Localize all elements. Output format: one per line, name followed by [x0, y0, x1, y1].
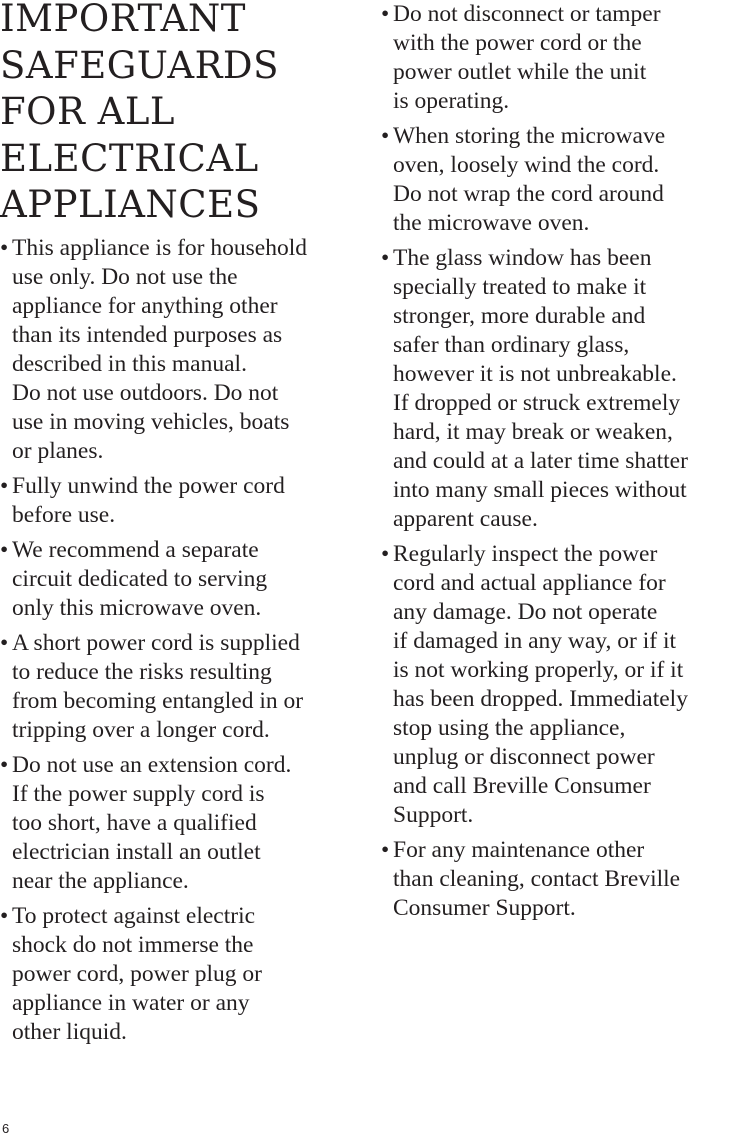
- safeguard-item: [0, 472, 358, 530]
- safeguard-text-line: If the power supply cord is: [12, 781, 265, 807]
- safeguard-text-line: specially treated to make it: [393, 274, 647, 300]
- right-column: [381, 0, 732, 929]
- safeguard-text-line: power cord, power plug or: [12, 961, 262, 987]
- safeguard-text-line: or planes.: [12, 438, 104, 464]
- safeguard-item: [381, 244, 732, 534]
- safeguard-text-line: safer than ordinary glass,: [393, 332, 630, 358]
- safeguard-text-line: Do not use outdoors. Do not: [12, 380, 279, 406]
- page-title-line: SAFEGUARDS: [0, 43, 279, 87]
- safeguard-text-line: than its intended purposes as: [12, 322, 283, 348]
- safeguard-text-line: has been dropped. Immediately: [393, 686, 688, 712]
- safeguard-text-line: to reduce the risks resulting: [12, 659, 272, 685]
- page-title: [0, 0, 360, 229]
- safeguard-text-line: shock do not immerse the: [12, 932, 254, 958]
- safeguard-text-line: Do not disconnect or tamper: [393, 1, 661, 27]
- safeguard-item: [381, 122, 732, 238]
- safeguard-text-line: stop using the appliance,: [393, 715, 626, 741]
- safeguard-item: [381, 836, 732, 923]
- safeguard-text-line: oven, loosely wind the cord.: [393, 152, 660, 178]
- safeguard-text-line: We recommend a separate: [12, 537, 259, 563]
- page-title-line: APPLIANCES: [0, 183, 261, 226]
- safeguard-text-line: electrician install an outlet: [12, 839, 261, 865]
- bullet-icon: •: [0, 537, 9, 563]
- safeguard-text-line: Do not wrap the cord around: [393, 181, 664, 207]
- safeguard-text-line: A short power cord is supplied: [12, 630, 300, 656]
- bullet-icon: •: [381, 1, 390, 27]
- bullet-icon: •: [381, 541, 390, 567]
- page-title-line: FOR ALL: [0, 90, 175, 133]
- safeguard-text-line: too short, have a qualified: [12, 810, 257, 836]
- safeguard-text-line: before use.: [12, 502, 116, 528]
- safeguard-text-line: The glass window has been: [393, 245, 652, 271]
- safeguard-text-line: unplug or disconnect power: [393, 744, 655, 770]
- safeguard-text-line: however it is not unbreakable.: [393, 361, 677, 387]
- safeguard-text-line: and call Breville Consumer: [393, 773, 651, 799]
- bullet-icon: •: [0, 235, 9, 261]
- safeguard-text-line: use in moving vehicles, boats: [12, 409, 290, 435]
- safeguard-text-line: tripping over a longer cord.: [12, 717, 270, 743]
- safeguard-text-line: if damaged in any way, or if it: [393, 628, 676, 654]
- bullet-icon: •: [0, 752, 9, 778]
- safeguard-item: [0, 629, 358, 745]
- bullet-icon: •: [381, 245, 390, 271]
- safeguard-item: [0, 234, 358, 466]
- page-title-line: ELECTRICAL: [0, 136, 259, 180]
- safeguard-text-line: Regularly inspect the power: [393, 541, 658, 567]
- safeguard-text-line: use only. Do not use the: [12, 264, 238, 290]
- safeguard-item: [0, 751, 358, 896]
- safeguard-text-line: into many small pieces without: [393, 477, 687, 503]
- safeguard-text-line: only this microwave oven.: [12, 595, 262, 621]
- safeguard-text-line: Support.: [393, 802, 474, 828]
- safeguard-text-line: described in this manual.: [12, 351, 247, 377]
- safeguard-text-line: and could at a later time shatter: [393, 448, 688, 474]
- page-number: 6: [2, 1121, 10, 1136]
- safeguard-text-line: with the power cord or the: [393, 30, 642, 56]
- left-column: [0, 234, 358, 1053]
- safeguard-text-line: To protect against electric: [12, 903, 256, 929]
- safeguard-item: [381, 540, 732, 830]
- safeguard-item: [0, 902, 358, 1047]
- bullet-icon: •: [0, 630, 9, 656]
- safeguard-text-line: circuit dedicated to serving: [12, 566, 268, 592]
- safeguard-text-line: any damage. Do not operate: [393, 599, 658, 625]
- safeguard-text-line: the microwave oven.: [393, 210, 590, 236]
- safeguard-text-line: For any maintenance other: [393, 837, 645, 863]
- safeguard-item: [381, 0, 732, 116]
- safeguard-text-line: stronger, more durable and: [393, 303, 646, 329]
- safeguard-text-line: When storing the microwave: [393, 123, 666, 149]
- safeguard-text-line: Fully unwind the power cord: [12, 473, 285, 499]
- safeguard-text-line: cord and actual appliance for: [393, 570, 666, 596]
- bullet-icon: •: [0, 903, 9, 929]
- bullet-icon: •: [381, 837, 390, 863]
- safeguard-text-line: Do not use an extension cord.: [12, 752, 292, 778]
- safeguard-text-line: If dropped or struck extremely: [393, 390, 681, 416]
- safeguard-text-line: This appliance is for household: [12, 235, 307, 261]
- safeguard-item: [0, 536, 358, 623]
- safeguard-text-line: appliance in water or any: [12, 990, 250, 1016]
- safeguard-text-line: hard, it may break or weaken,: [393, 419, 673, 445]
- safeguards-list-right: [381, 0, 732, 923]
- bullet-icon: •: [381, 123, 390, 149]
- safeguard-text-line: appliance for anything other: [12, 293, 278, 319]
- safeguard-text-line: power outlet while the unit: [393, 59, 647, 85]
- bullet-icon: •: [0, 473, 9, 499]
- safeguards-list-left: [0, 234, 358, 1047]
- safeguard-text-line: is operating.: [393, 88, 510, 114]
- safeguard-text-line: is not working properly, or if it: [393, 657, 684, 683]
- safeguard-text-line: near the appliance.: [12, 868, 189, 894]
- safeguard-text-line: Consumer Support.: [393, 895, 576, 921]
- safeguard-text-line: from becoming entangled in or: [12, 688, 304, 714]
- safeguard-text-line: than cleaning, contact Breville: [393, 866, 681, 892]
- safeguard-text-line: apparent cause.: [393, 506, 538, 532]
- page-title-line: IMPORTANT: [0, 0, 246, 40]
- safeguard-text-line: other liquid.: [12, 1019, 127, 1045]
